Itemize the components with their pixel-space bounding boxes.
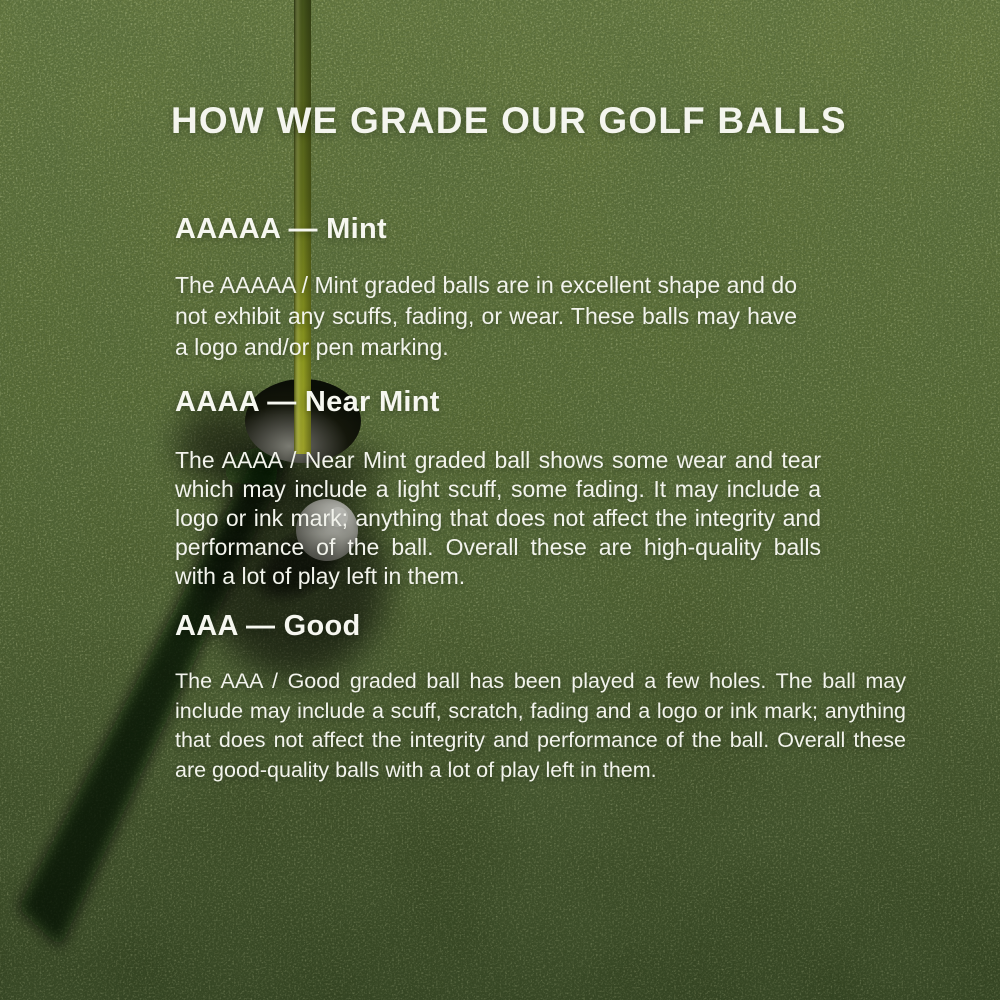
- grade-heading-near-mint: AAAA — Near Mint: [175, 386, 440, 418]
- grade-description-good: The AAA / Good graded ball has been played a few holes. The ball may include may include a scuff, scratch, fading and a logo or ink mark; anything that does not affect the integrity and performance of the ball. Overall these are good-quality balls with a lot of play left in them.: [175, 669, 906, 782]
- grade-heading-good: AAA — Good: [175, 610, 361, 642]
- grade-description-mint: The AAAAA / Mint graded balls are in excellent shape and do not exhibit any scuffs, fading, or wear. These balls may have a logo and/or pen marking.: [175, 272, 797, 360]
- grade-description-near-mint: The AAAA / Near Mint graded ball shows some wear and tear which may include a light scuff, some fading. It may include a logo or ink mark; anything that does not affect the integrity and performance of the ball. Overall these are high-quality balls with a lot of play left in them.: [175, 447, 821, 589]
- page-title: HOW WE GRADE OUR GOLF BALLS: [171, 100, 847, 141]
- grade-heading-mint: AAAAA — Mint: [175, 213, 387, 245]
